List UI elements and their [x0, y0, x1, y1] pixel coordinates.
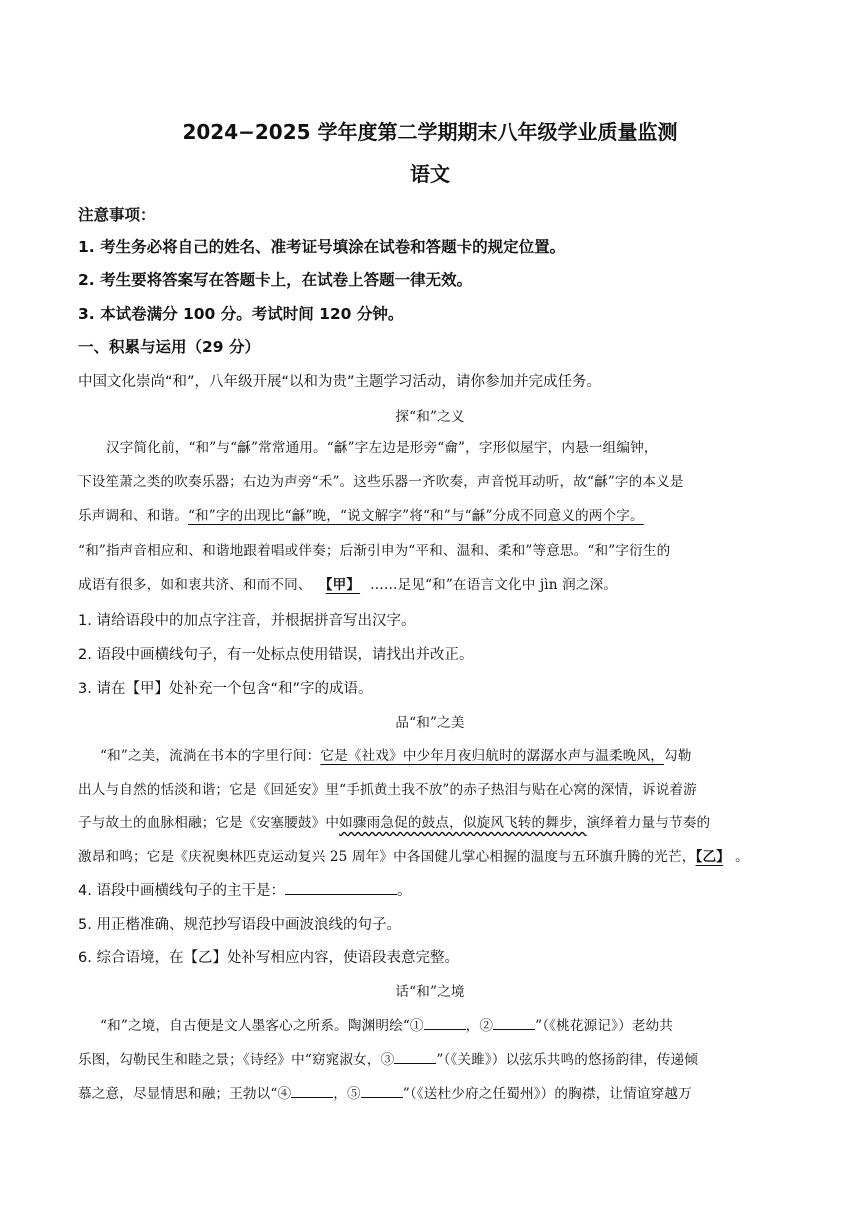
passage3-text: 乐图，勾勒民生和睦之景；《诗经》中“窈窕淑女，③: [78, 1052, 395, 1068]
answer-blank: [291, 1083, 333, 1098]
answer-blank: [493, 1015, 535, 1030]
passage3-text: ”（《桃花源记》）老幼共: [535, 1018, 674, 1034]
question-4-end: 。: [396, 883, 412, 899]
passage2-line: 出人与自然的恬淡和谐；它是《回延安》里“手抓黄土我不放”的赤子热泪与贴在心窝的深情，诉说着游: [78, 782, 697, 798]
passage2-text: 子与故土的血脉相融；它是《安塞腰鼓》中: [78, 815, 340, 831]
passage3-line: [78, 1082, 778, 1102]
passage2-text: 演绎着力量与节奏的: [586, 815, 711, 831]
passage3-text: “和”之境，自古便是文人墨客心之所系。陶渊明绘“①: [100, 1018, 424, 1034]
notice-item-3: 3. 本试卷满分 100 分。考试时间 120 分钟。: [78, 305, 404, 323]
question-1: 1. 请给语段中的加点字注音，并根据拼音写出汉字。: [78, 613, 416, 629]
answer-blank: [424, 1015, 466, 1030]
passage1-line: [78, 573, 778, 593]
question-2: 2. 语段中画横线句子，有一处标点使用错误，请找出并改正。: [78, 647, 474, 663]
passage2-text: 勾勒: [663, 748, 692, 764]
question-3: 3. 请在【甲】处补充一个包含“和”字的成语。: [78, 681, 373, 697]
section-heading: 一、积累与运用（29 分）: [78, 338, 260, 356]
part-title-beauty: 品“和”之美: [395, 715, 465, 731]
passage2-text: 。: [735, 849, 749, 865]
question-5: 5. 用正楷准确、规范抄写语段中画波浪线的句子。: [78, 917, 401, 933]
passage3-text: ，⑤: [333, 1086, 361, 1102]
part-title-meaning: 探“和”之义: [395, 409, 465, 425]
blank-yi: 【乙】: [695, 849, 724, 865]
question-6: 6. 综合语境，在【乙】处补写相应内容，使语段表意完整。: [78, 950, 459, 966]
passage3-text: 慕之意，尽显情思和融；王勃以“④: [78, 1086, 292, 1102]
passage3-line: [78, 1048, 778, 1068]
notice-item-1: 1. 考生务必将自己的姓名、准考证号填涂在试卷和答题卡的规定位置。: [78, 238, 566, 256]
passage3-text: ，②: [465, 1018, 494, 1034]
answer-blank: [361, 1083, 403, 1098]
passage2-line: [78, 811, 778, 831]
passage2-text: 激昂和鸣；它是《庆祝奥林匹克运动复兴 25 周年》中各国健儿掌心相握的温度与五环旗升腾的光芒，: [78, 849, 696, 865]
passage1-line: [78, 504, 778, 524]
passage1-line: 汉字简化前，“和”与“龢”常常通用。“龢”字左边是形旁“龠”，字形似屋宇，内悬一组编钟，: [106, 440, 658, 456]
question-4-text: 4. 语段中画横线句子的主干是：: [78, 883, 285, 899]
section-intro: 中国文化崇尚“和”，八年级开展“以和为贵”主题学习活动，请你参加并完成任务。: [78, 374, 602, 390]
wavy-sentence: 如骤雨急促的鼓点，似旋风飞转的舞步，: [339, 815, 587, 831]
passage3-text: ”（《关雎》）以弦乐共鸣的悠扬韵律，传递倾: [436, 1052, 698, 1068]
exam-title: 2024−2025 学年度第二学期期末八年级学业质量监测: [182, 120, 678, 144]
blank-jia: 【甲】: [325, 577, 361, 593]
passage2-text: “和”之美，流淌在书本的字里行间：: [100, 748, 321, 764]
notice-item-2: 2. 考生要将答案写在答题卡上，在试卷上答题一律无效。: [78, 271, 473, 289]
passage1-text: ……足见“和”在语言文化中 jìn 润之深。: [370, 577, 618, 593]
passage2-line: [100, 744, 800, 764]
passage1-text: 成语有很多，如和衷共济、和而不同、: [78, 577, 312, 593]
passage1-line: “和”指声音相应和、和谐地跟着唱或伴奏；后渐引申为“平和、温和、柔和”等意思。“和”字衍生的: [78, 543, 671, 559]
answer-blank: [285, 880, 397, 895]
passage3-line: [100, 1014, 800, 1034]
subject-title: 语文: [410, 162, 450, 186]
passage3-text: ”（《送杜少府之任蜀州》）的胸襟，让情谊穿越万: [402, 1086, 692, 1102]
answer-blank: [394, 1049, 436, 1064]
underlined-sentence: 它是《社戏》中少年月夜归航时的潺潺水声与温柔晚风，: [320, 748, 664, 764]
passage2-line: [78, 845, 798, 865]
question-4: [78, 879, 778, 900]
notice-heading: 注意事项：: [78, 206, 156, 224]
part-title-realm: 话“和”之境: [395, 984, 465, 1000]
passage1-text: 乐声调和、和谐。: [78, 508, 188, 524]
underlined-sentence: “和”字的出现比“龢”晚，“说文解字”将“和”与“龢”分成不同意义的两个字。: [187, 508, 644, 524]
passage1-line: 下设笙萧之类的吹奏乐器；右边为声旁“禾”。这些乐器一齐吹奏，声音悦耳动听，故“龢”字的本义是: [78, 474, 684, 490]
